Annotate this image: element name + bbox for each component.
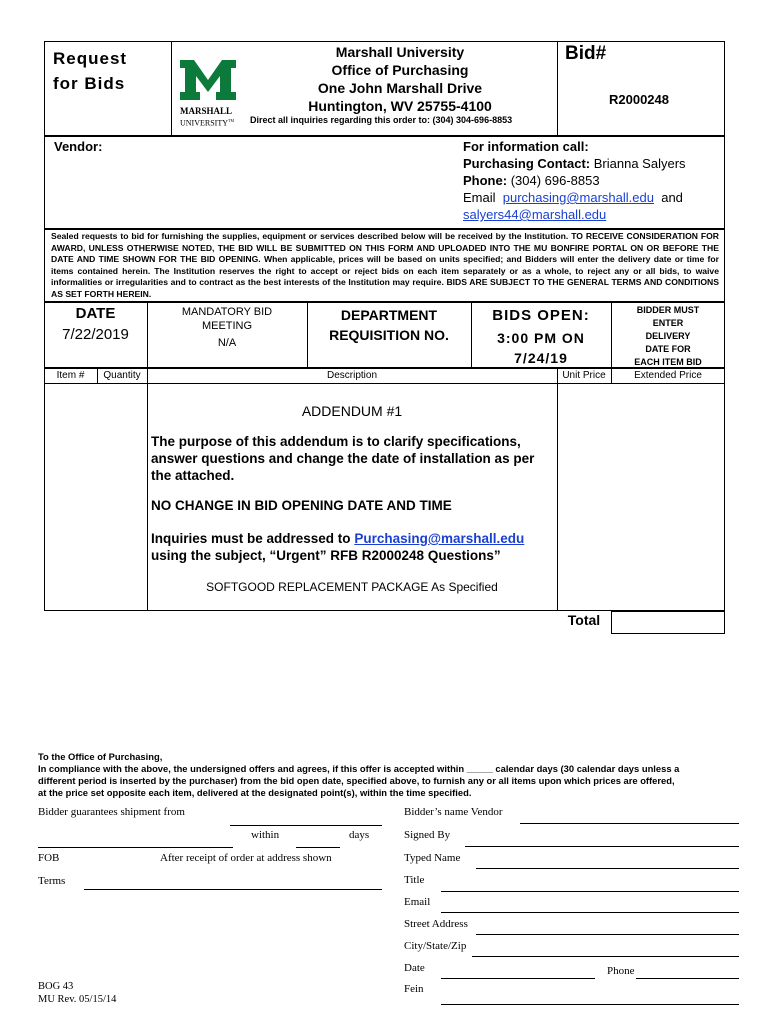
col-quantity: Quantity — [103, 370, 141, 381]
instructions-text: Sealed requests to bid for furnishing the supplies, equipment or services described below will be received by the Institution. TO RECEIVE CONSIDERATION FOR AWARD, UNLESS OTHERWISE NOTED, THE BID WILL BE SUBMITTED ON THIS FORM AND UPLOADED INTO THE MU BONFIRE PORTAL ON OR BEFORE THE DATE AND TIME SHOWN FOR THE BID OPENING. When applicable, prices will be based on units specified; and Bidders will enter the delivery date or time for items contained herein. The Institution reserves the right to accept or reject bids on each item separately or as a whole, to reject any or all bids, to waive informalities or irregularities and to contract as the best interests of the Institution may require. BIDS ARE SUBJECT TO THE GENERAL TERMS AND CONDITIONS AS SET FORTH HEREIN. — [51, 231, 719, 299]
inquiries-notice: Inquiries must be addressed to Purchasing@marshall.edu using the subject, “Urgent” RFB R2000248 Questions” — [151, 531, 525, 563]
package-description: SOFTGOOD REPLACEMENT PACKAGE As Specified — [206, 580, 498, 594]
terms-field[interactable] — [84, 889, 382, 890]
date-cell: DATE 7/22/2019 — [62, 305, 129, 343]
fob-label: FOB — [38, 852, 60, 864]
contact-info: For information call: Purchasing Contact: Brianna Salyers Phone: (304) 696-8853 Email purchasing@marshall.edu and salyers44@marshall.edu — [463, 139, 686, 222]
logo-wordmark: MARSHALL — [180, 106, 233, 116]
street-address-label: Street Address — [404, 918, 468, 930]
days-label: days — [349, 829, 370, 841]
delivery-cell: BIDDER MUST ENTER DELIVERY DATE FOR EACH ITEM BID — [634, 305, 702, 367]
compliance-text: To the Office of Purchasing, In compliance with the above, the undersigned offers and agrees, if this offer is accepted within _____ calendar days (30 calendar days unless a different period is inserted by the purchaser) from the bid open date, specified above, to furnish any or all items upon which prices are offered, at the price set opposite each item, delivered at the designated point(s), within the time specified. — [38, 751, 680, 798]
no-change-notice: NO CHANGE IN BID OPENING DATE AND TIME — [151, 498, 452, 513]
col-description: Description — [326, 370, 378, 381]
typed-name-label: Typed Name — [404, 852, 461, 864]
form-code: BOG 43 MU Rev. 05/15/14 — [38, 981, 117, 1005]
col-extended-price: Extended Price — [634, 370, 702, 381]
col-item: Item # — [56, 370, 85, 381]
marshall-logo — [178, 58, 238, 128]
total-field[interactable] — [611, 611, 725, 634]
date-label: Date — [404, 962, 425, 974]
email-link-inquiries[interactable]: Purchasing@marshall.edu — [354, 531, 525, 546]
m-logo-icon — [178, 58, 238, 102]
date-field[interactable] — [441, 978, 595, 979]
email-link-purchasing[interactable]: purchasing@marshall.edu — [502, 190, 654, 205]
bid-number: R2000248 — [609, 92, 669, 107]
fein-field[interactable] — [441, 1004, 739, 1005]
typed-name-field[interactable] — [476, 868, 739, 869]
email-label: Email — [404, 896, 431, 908]
col-unit-price: Unit Price — [562, 370, 606, 381]
purpose-text: The purpose of this addendum is to clarify specifications, answer questions and change the date of installation as per the attached. — [151, 434, 535, 483]
header-divider-right — [557, 41, 558, 136]
logo-wordmark-sub: UNIVERSITY™ — [180, 118, 234, 128]
fein-label: Fein — [404, 983, 424, 995]
bids-open-cell: BIDS OPEN: 3:00 PM ON 7/24/19 — [492, 307, 590, 366]
form-title: Request for Bids — [53, 49, 128, 93]
email-link-salyers[interactable]: salyers44@marshall.edu — [463, 207, 607, 222]
city-state-zip-field[interactable] — [472, 956, 739, 957]
signed-by-label: Signed By — [404, 829, 451, 841]
street-address-field[interactable] — [476, 934, 739, 935]
dept-cell: DEPARTMENT REQUISITION NO. — [329, 307, 449, 343]
within-label: within — [251, 829, 280, 841]
bid-label: Bid# — [565, 43, 607, 64]
signed-by-field[interactable] — [465, 846, 739, 847]
after-receipt-label: After receipt of order at address shown — [160, 852, 332, 864]
shipment-location-field[interactable] — [38, 847, 233, 848]
terms-label: Terms — [38, 875, 66, 887]
title-field[interactable] — [441, 891, 739, 892]
organization-address: Marshall University Office of Purchasing One John Marshall Drive Huntington, WV 25755-4100 — [308, 44, 492, 114]
total-label: Total — [567, 612, 601, 628]
bidder-name-field[interactable] — [520, 823, 739, 824]
email-field[interactable] — [441, 912, 739, 913]
city-state-zip-label: City/State/Zip — [404, 940, 467, 952]
meeting-cell: MANDATORY BID MEETING N/A — [181, 306, 273, 349]
shipment-label: Bidder guarantees shipment from — [38, 806, 185, 818]
within-days-field[interactable] — [296, 847, 340, 848]
inquiries-line: Direct all inquiries regarding this order to: (304) 304-696-8853 — [250, 115, 513, 125]
bidder-name-label: Bidder’s name Vendor — [404, 806, 503, 818]
vendor-label: Vendor: — [54, 139, 103, 154]
phone-label: Phone — [607, 965, 635, 977]
header-divider-left — [171, 41, 172, 136]
shipment-from-field[interactable] — [230, 825, 382, 826]
phone-field[interactable] — [636, 978, 739, 979]
title-label: Title — [404, 874, 425, 886]
addendum-title: ADDENDUM #1 — [301, 403, 403, 419]
